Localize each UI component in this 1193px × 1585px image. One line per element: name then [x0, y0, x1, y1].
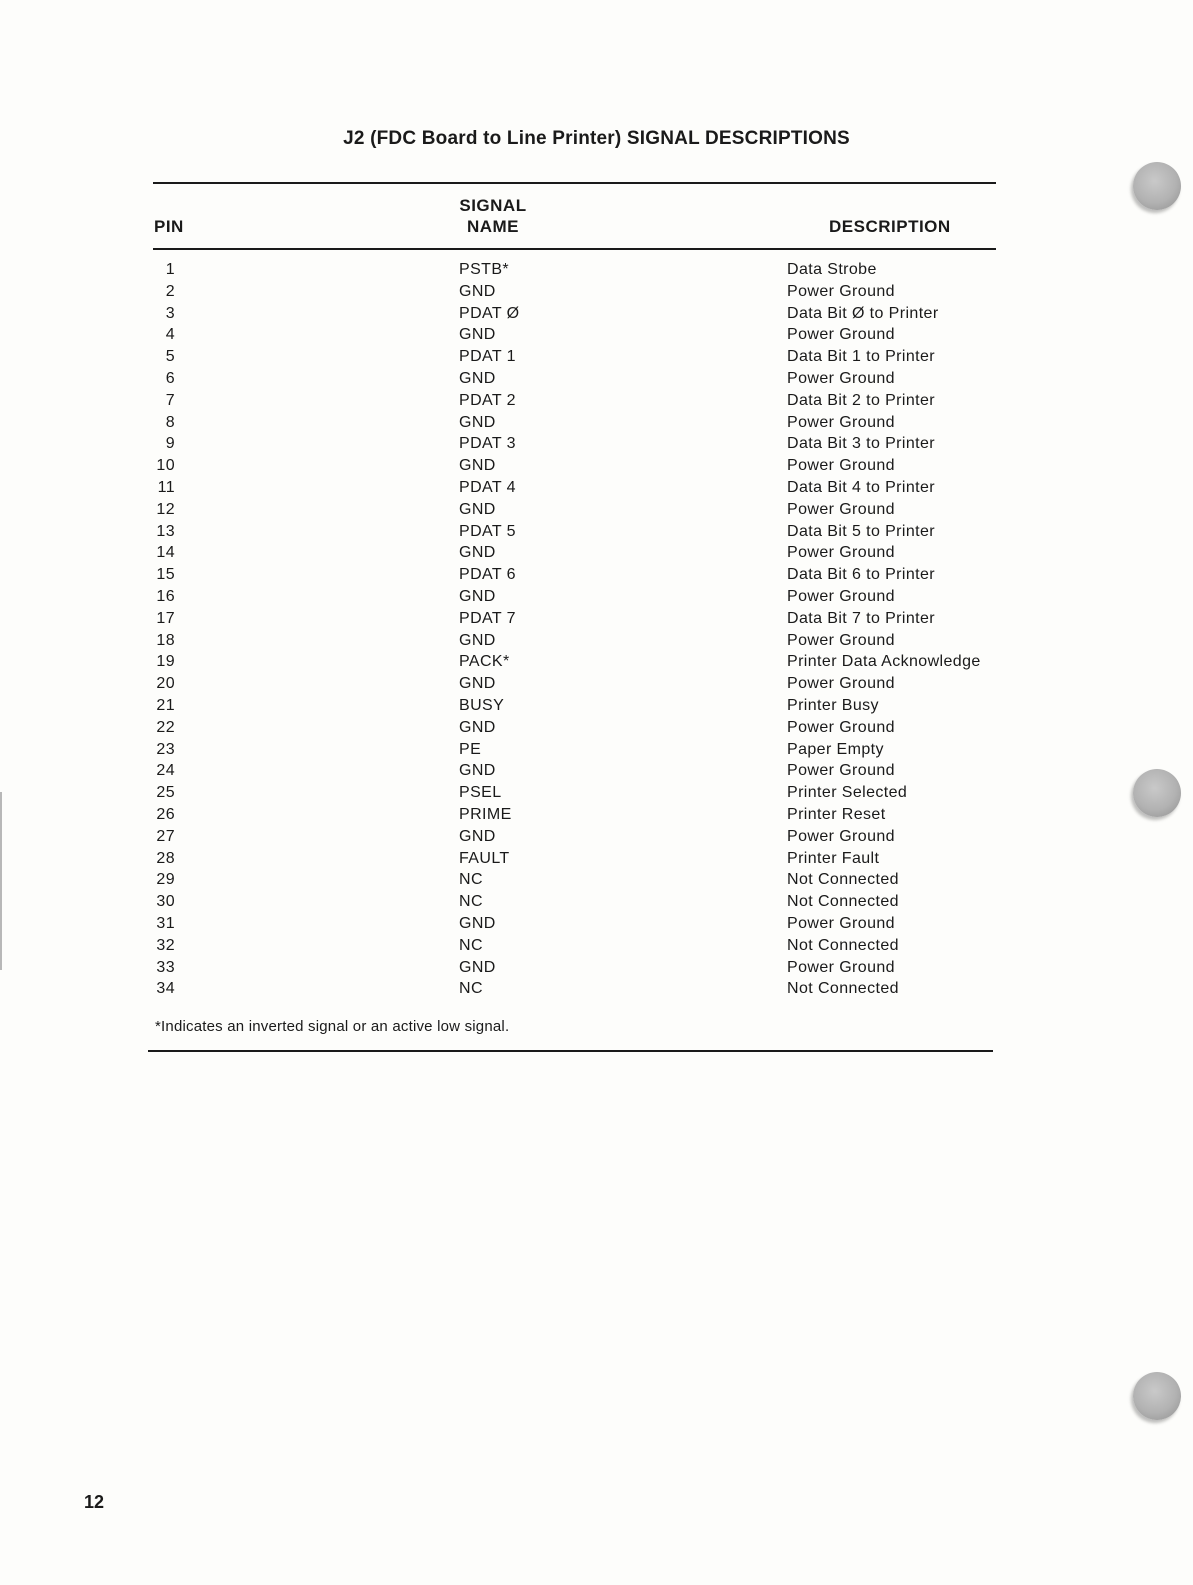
pin-cell: 12: [156, 500, 175, 518]
description-cell: Printer Reset: [787, 805, 886, 823]
pin-cell: 6: [165, 369, 175, 387]
description-cell: Power Ground: [787, 762, 895, 780]
description-cell: Data Bit 4 to Printer: [787, 478, 936, 496]
signal-name-cell: PDAT 1: [459, 348, 516, 366]
pin-cell: 3: [165, 304, 175, 322]
table-row: [0, 608, 1193, 630]
pin-cell: 4: [165, 326, 175, 344]
signal-name-cell: GND: [459, 282, 496, 300]
table-row: [0, 782, 1193, 804]
signal-name-cell: PSEL: [459, 784, 502, 802]
pin-cell: 18: [156, 631, 175, 649]
table-bottom-rule: [148, 1050, 993, 1052]
table-row: [0, 978, 1193, 1000]
signal-name-cell: GND: [459, 827, 496, 845]
signal-name-cell: GND: [459, 500, 496, 518]
table-row: [0, 259, 1193, 281]
table-header-rule: [153, 248, 996, 250]
pin-cell: 21: [156, 696, 175, 714]
signal-name-cell: GND: [459, 369, 496, 387]
description-cell: Power Ground: [787, 958, 895, 976]
table-row: [0, 695, 1193, 717]
column-header-description: DESCRIPTION: [829, 217, 951, 236]
pin-cell: 34: [156, 980, 175, 998]
pin-cell: 9: [165, 435, 175, 453]
pin-cell: 33: [156, 958, 175, 976]
table-row: [0, 346, 1193, 368]
binder-hole-top: [1133, 162, 1181, 210]
pin-cell: 20: [156, 675, 175, 693]
table-row: [0, 455, 1193, 477]
pin-cell: 28: [156, 849, 175, 867]
pin-cell: 10: [156, 457, 175, 475]
signal-name-cell: NC: [459, 871, 483, 889]
pin-cell: 26: [156, 805, 175, 823]
pin-cell: 5: [165, 348, 175, 366]
signal-name-cell: NC: [459, 893, 483, 911]
table-row: [0, 957, 1193, 979]
description-cell: Not Connected: [787, 936, 899, 954]
description-cell: Printer Selected: [787, 784, 908, 802]
signal-name-cell: GND: [459, 675, 496, 693]
pin-cell: 15: [156, 566, 175, 584]
pin-cell: 1: [165, 261, 175, 278]
table-row: [0, 869, 1193, 891]
table-row: [0, 521, 1193, 543]
table-row: [0, 673, 1193, 695]
description-cell: Power Ground: [787, 326, 895, 344]
table-row: [0, 586, 1193, 608]
description-cell: Data Bit 5 to Printer: [787, 522, 936, 540]
signal-name-cell: GND: [459, 718, 496, 736]
table-row: [0, 477, 1193, 499]
signal-name-cell: PDAT 3: [459, 435, 516, 453]
pin-cell: 2: [165, 282, 175, 300]
table-row: [0, 368, 1193, 390]
table-row: [0, 303, 1193, 325]
table-row: [0, 651, 1193, 673]
table-row: [0, 499, 1193, 521]
pin-cell: 13: [156, 522, 175, 540]
signal-name-cell: PDAT 6: [459, 566, 516, 584]
signal-name-cell: GND: [459, 544, 496, 562]
table-row: [0, 891, 1193, 913]
description-cell: Power Ground: [787, 457, 895, 475]
page-number: 12: [84, 1492, 105, 1512]
description-cell: Not Connected: [787, 871, 899, 889]
signal-name-cell: NC: [459, 936, 483, 954]
table-footnote: *Indicates an inverted signal or an active low signal.: [155, 1018, 510, 1035]
pin-cell: 7: [165, 391, 175, 409]
pin-cell: 17: [156, 609, 175, 627]
description-cell: Printer Busy: [787, 696, 879, 714]
description-cell: Printer Fault: [787, 849, 880, 867]
description-cell: Data Bit Ø to Printer: [787, 304, 939, 322]
table-row: [0, 412, 1193, 434]
description-cell: Power Ground: [787, 914, 895, 932]
signal-name-cell: PDAT 4: [459, 478, 516, 496]
table-row: [0, 739, 1193, 761]
signal-name-cell: GND: [459, 631, 496, 649]
signal-name-cell: FAULT: [459, 849, 510, 867]
description-cell: Data Bit 6 to Printer: [787, 566, 936, 584]
table-row: [0, 542, 1193, 564]
pin-cell: 11: [157, 478, 175, 496]
pin-cell: 31: [156, 914, 175, 932]
table-row: [0, 390, 1193, 412]
pin-cell: 19: [156, 653, 175, 671]
signal-name-cell: GND: [459, 914, 496, 932]
signal-name-cell: PDAT 7: [459, 609, 516, 627]
scan-edge-mark: [0, 792, 2, 970]
column-header-signal-name: [458, 195, 528, 237]
pin-cell: 14: [156, 544, 175, 562]
pin-cell: 23: [156, 740, 175, 758]
column-header-pin: PIN: [154, 217, 184, 236]
description-cell: Power Ground: [787, 369, 895, 387]
description-cell: Power Ground: [787, 544, 895, 562]
signal-name-cell: PACK*: [459, 653, 510, 671]
table-row: [0, 324, 1193, 346]
pin-cell: 22: [156, 718, 175, 736]
binder-hole-middle: [1133, 769, 1181, 817]
column-header-signal-line1: SIGNAL: [459, 196, 527, 215]
pin-cell: 29: [156, 871, 175, 889]
description-cell: Power Ground: [787, 631, 895, 649]
signal-name-cell: GND: [459, 762, 496, 780]
signal-name-cell: GND: [459, 413, 496, 431]
signal-name-cell: PSTB*: [459, 261, 510, 278]
table-row: [0, 935, 1193, 957]
table-row: [0, 826, 1193, 848]
description-cell: Power Ground: [787, 500, 895, 518]
signal-name-cell: PE: [459, 740, 482, 758]
description-cell: Not Connected: [787, 893, 899, 911]
signal-table-body: [0, 259, 1193, 1000]
description-cell: Paper Empty: [787, 740, 884, 758]
table-top-rule: [153, 182, 996, 184]
signal-name-cell: GND: [459, 457, 496, 475]
signal-name-cell: PDAT Ø: [459, 304, 520, 322]
table-row: [0, 760, 1193, 782]
signal-name-cell: NC: [459, 980, 483, 998]
table-row: [0, 433, 1193, 455]
table-row: [0, 913, 1193, 935]
description-cell: Data Bit 1 to Printer: [787, 348, 936, 366]
description-cell: Data Bit 7 to Printer: [787, 609, 936, 627]
table-row: [0, 804, 1193, 826]
pin-cell: 8: [165, 413, 175, 431]
table-row: [0, 630, 1193, 652]
description-cell: Power Ground: [787, 282, 895, 300]
table-row: [0, 564, 1193, 586]
signal-name-cell: GND: [459, 587, 496, 605]
pin-cell: 27: [156, 827, 175, 845]
description-cell: Power Ground: [787, 413, 895, 431]
table-row: [0, 848, 1193, 870]
signal-name-cell: BUSY: [459, 696, 505, 714]
description-cell: Printer Data Acknowledge: [787, 653, 981, 671]
description-cell: Data Strobe: [787, 261, 877, 278]
pin-cell: 25: [156, 784, 175, 802]
pin-cell: 16: [156, 587, 175, 605]
signal-name-cell: PDAT 5: [459, 522, 516, 540]
binder-hole-bottom: [1133, 1372, 1181, 1420]
signal-name-cell: GND: [459, 958, 496, 976]
signal-name-cell: PDAT 2: [459, 391, 516, 409]
description-cell: Data Bit 2 to Printer: [787, 391, 936, 409]
signal-name-cell: PRIME: [459, 805, 512, 823]
pin-cell: 24: [156, 762, 175, 780]
description-cell: Power Ground: [787, 827, 895, 845]
table-row: [0, 281, 1193, 303]
description-cell: Power Ground: [787, 675, 895, 693]
signal-name-cell: GND: [459, 326, 496, 344]
description-cell: Power Ground: [787, 587, 895, 605]
description-cell: Data Bit 3 to Printer: [787, 435, 936, 453]
description-cell: Not Connected: [787, 980, 899, 998]
pin-cell: 30: [156, 893, 175, 911]
pin-cell: 32: [156, 936, 175, 954]
page-title: J2 (FDC Board to Line Printer) SIGNAL DESCRIPTIONS: [343, 128, 850, 149]
table-row: [0, 717, 1193, 739]
column-header-signal-line2: NAME: [466, 217, 520, 236]
description-cell: Power Ground: [787, 718, 895, 736]
